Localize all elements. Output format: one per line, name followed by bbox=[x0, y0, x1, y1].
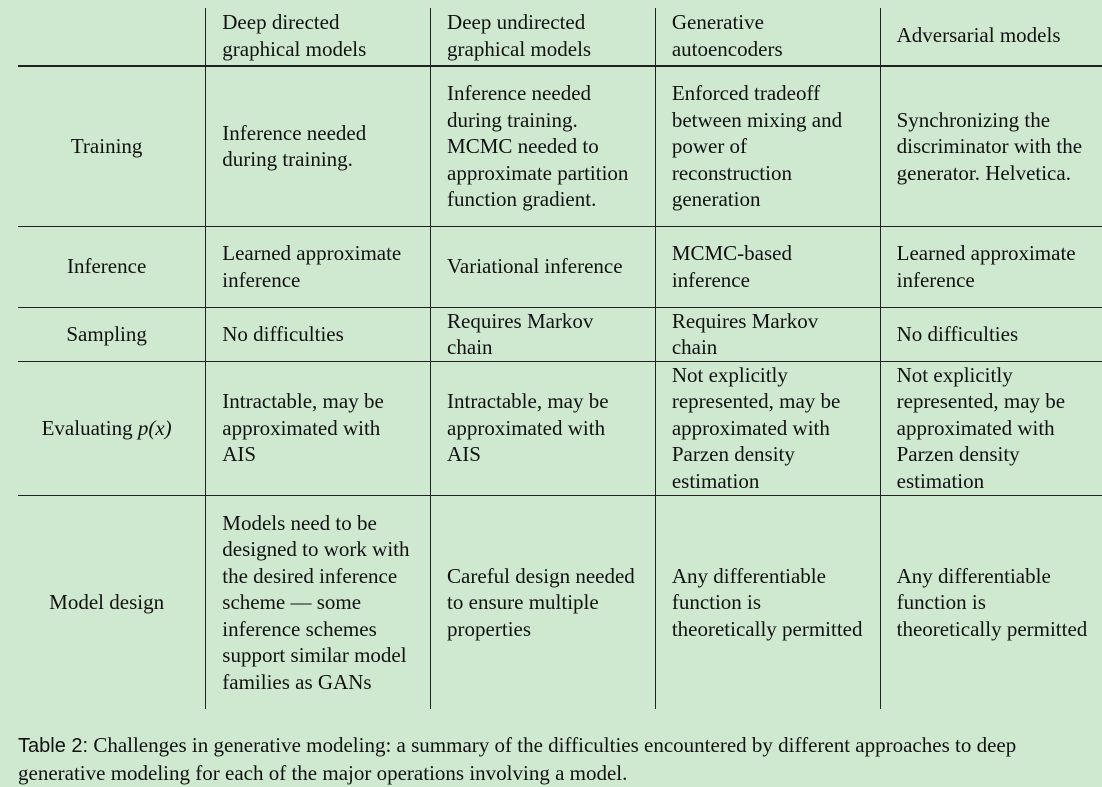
table-row bbox=[18, 66, 1102, 226]
table-cell: Requires Markov chain bbox=[431, 307, 656, 361]
col-header-directed: Deep directed graphical models bbox=[206, 8, 431, 66]
table-cell: Variational inference bbox=[431, 226, 656, 307]
table-cell: Learned approximate inference bbox=[206, 226, 431, 307]
table-cell: Intractable, may be approximated with AIS bbox=[431, 361, 656, 495]
table-cell: Not explicitly represented, may be approximated with Parzen density estimation bbox=[880, 361, 1102, 495]
caption-label: Table 2: bbox=[18, 735, 89, 757]
row-label-training: Training bbox=[18, 66, 206, 226]
table-row bbox=[18, 226, 1102, 307]
table-cell: Any differentiable function is theoretically permitted bbox=[880, 495, 1102, 709]
table-cell: No difficulties bbox=[206, 307, 431, 361]
table-cell: Inference needed during training. MCMC needed to approximate partition function gradient. bbox=[431, 66, 656, 226]
px-math: p(x) bbox=[137, 415, 172, 440]
header-row bbox=[18, 8, 1102, 66]
table-cell: Synchronizing the discriminator with the generator. Helvetica. bbox=[880, 66, 1102, 226]
table-cell: Careful design needed to ensure multiple properties bbox=[431, 495, 656, 709]
col-header-undirected: Deep undirected graphical models bbox=[431, 8, 656, 66]
table-cell: No difficulties bbox=[880, 307, 1102, 361]
row-label-evaluating bbox=[18, 361, 206, 495]
caption-text: Challenges in generative modeling: a summary of the difficulties encountered by different approaches to deep generative modeling for each of the major operations involving a model. bbox=[18, 733, 1017, 785]
col-header-adversarial: Adversarial models bbox=[880, 8, 1102, 66]
table-cell: Models need to be designed to work with the desired inference scheme — some inference schemes support similar model families as GANs bbox=[206, 495, 431, 709]
table-row bbox=[18, 361, 1102, 495]
table-row bbox=[18, 495, 1102, 709]
header-corner bbox=[18, 8, 206, 66]
table-cell: Not explicitly represented, may be approximated with Parzen density estimation bbox=[655, 361, 880, 495]
table-row bbox=[18, 307, 1102, 361]
table-cell: Learned approximate inference bbox=[880, 226, 1102, 307]
comparison-table bbox=[18, 8, 1102, 709]
table-cell: MCMC-based inference bbox=[655, 226, 880, 307]
row-label-sampling: Sampling bbox=[18, 307, 206, 361]
row-label-inference: Inference bbox=[18, 226, 206, 307]
table-cell: Enforced tradeoff between mixing and power of reconstruction generation bbox=[655, 66, 880, 226]
table-cell: Inference needed during training. bbox=[206, 66, 431, 226]
table-cell: Requires Markov chain bbox=[655, 307, 880, 361]
col-header-autoencoders: Generative autoencoders bbox=[655, 8, 880, 66]
table-cell: Intractable, may be approximated with AIS bbox=[206, 361, 431, 495]
row-label-model-design: Model design bbox=[18, 495, 206, 709]
row-label-text: Evaluating bbox=[41, 415, 133, 440]
table-cell: Any differentiable function is theoretically permitted bbox=[655, 495, 880, 709]
table-caption bbox=[18, 732, 1088, 787]
